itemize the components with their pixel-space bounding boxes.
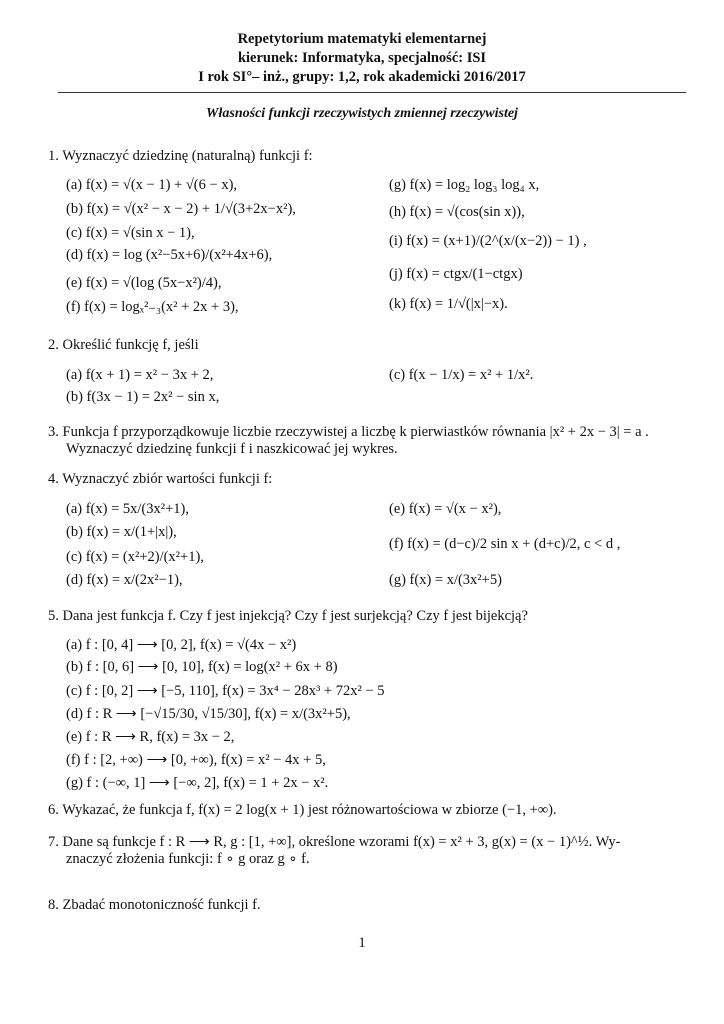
problem-3-line-1: 3. Funkcja f przyporządkowuje liczbie rzeczywistej a liczbę k pierwiastków równania |x² + 2x − 3| = a . [48, 424, 649, 440]
p1-item-i: (i) f(x) = (x+1)/(2^(x/(x−2)) − 1) , [389, 233, 587, 249]
p1-item-g: (g) f(x) = log₂ log₃ log₄ x, [389, 177, 540, 193]
p4-item-a: (a) f(x) = 5x/(3x²+1), [66, 501, 189, 517]
problem-3-line-2: Wyznaczyć dziedzinę funkcji f i naszkicować jej wykres. [66, 441, 398, 457]
header-line-3: I rok SI°– inż., grupy: 1,2, rok akademicki 2016/2017 [198, 69, 526, 85]
problem-7-line-1: 7. Dane są funkcje f : R ⟶ R, g : [1, +∞], określone wzorami f(x) = x² + 3, g(x) = (x − 1)^½. Wy- [48, 834, 621, 850]
p5-item-f: (f) f : [2, +∞) ⟶ [0, +∞), f(x) = x² − 4x + 5, [66, 752, 326, 768]
header-divider [58, 92, 686, 93]
problem-6: 6. Wykazać, że funkcja f, f(x) = 2 log(x + 1) jest różnowartościowa w zbiorze (−1, +∞). [48, 802, 557, 818]
p1-item-b: (b) f(x) = √(x² − x − 2) + 1/√(3+2x−x²), [66, 201, 296, 217]
p1-item-e: (e) f(x) = √(log (5x−x²)/4), [66, 275, 222, 291]
problem-7-line-2: znaczyć złożenia funkcji: f ∘ g oraz g ∘ f. [66, 851, 310, 867]
header-line-2: kierunek: Informatyka, specjalność: ISI [237, 50, 487, 66]
p4-item-e: (e) f(x) = √(x − x²), [389, 501, 502, 517]
p2-item-b: (b) f(3x − 1) = 2x² − sin x, [66, 389, 220, 405]
p5-item-d: (d) f : R ⟶ [−√15/30, √15/30], f(x) = x/(3x²+5), [66, 706, 351, 722]
p1-item-j: (j) f(x) = ctgx/(1−ctgx) [389, 266, 523, 282]
p5-item-e: (e) f : R ⟶ R, f(x) = 3x − 2, [66, 729, 235, 745]
p1-item-h: (h) f(x) = √(cos(sin x)), [389, 204, 525, 220]
problem-5: 5. Dana jest funkcja f. Czy f jest injekcją? Czy f jest surjekcją? Czy f jest bijekcją? [48, 608, 528, 624]
p5-item-a: (a) f : [0, 4] ⟶ [0, 2], f(x) = √(4x − x²) [66, 637, 297, 653]
p1-item-k: (k) f(x) = 1/√(|x|−x). [389, 296, 508, 312]
p1-item-d: (d) f(x) = log (x²−5x+6)/(x²+4x+6), [66, 247, 273, 263]
problem-1: 1. Wyznaczyć dziedzinę (naturalną) funkcji f: [48, 148, 313, 164]
p5-item-g: (g) f : (−∞, 1] ⟶ [−∞, 2], f(x) = 1 + 2x − x². [66, 775, 329, 791]
p2-item-c: (c) f(x − 1/x) = x² + 1/x². [389, 367, 534, 383]
p4-item-b: (b) f(x) = x/(1+|x|), [66, 524, 177, 540]
p4-item-d: (d) f(x) = x/(2x²−1), [66, 572, 183, 588]
p2-item-a: (a) f(x + 1) = x² − 3x + 2, [66, 367, 214, 383]
problem-2: 2. Określić funkcję f, jeśli [48, 337, 199, 353]
problem-8: 8. Zbadać monotoniczność funkcji f. [48, 897, 261, 913]
header-line-1: Repetytorium matematyki elementarnej [237, 31, 487, 47]
p4-item-f: (f) f(x) = (d−c)/2 sin x + (d+c)/2, c < d , [389, 536, 621, 552]
worksheet-subtitle: Własności funkcji rzeczywistych zmiennej rzeczywistej [206, 106, 518, 121]
p1-item-c: (c) f(x) = √(sin x − 1), [66, 225, 195, 241]
p1-item-a: (a) f(x) = √(x − 1) + √(6 − x), [66, 177, 238, 193]
p5-item-c: (c) f : [0, 2] ⟶ [−5, 110], f(x) = 3x⁴ − 28x³ + 72x² − 5 [66, 683, 385, 699]
p4-item-c: (c) f(x) = (x²+2)/(x²+1), [66, 549, 204, 565]
p1-item-f: (f) f(x) = logₓ²₋₃(x² + 2x + 3), [66, 299, 239, 315]
problem-4: 4. Wyznaczyć zbiór wartości funkcji f: [48, 471, 273, 487]
page-number: 1 [358, 935, 366, 951]
p4-item-g: (g) f(x) = x/(3x²+5) [389, 572, 502, 588]
p5-item-b: (b) f : [0, 6] ⟶ [0, 10], f(x) = log(x² + 6x + 8) [66, 659, 338, 675]
